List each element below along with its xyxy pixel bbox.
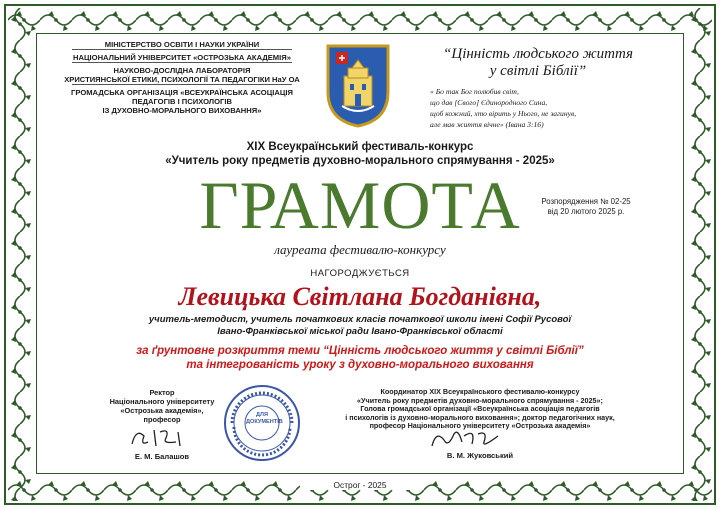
- issuer-divider: [72, 49, 292, 50]
- festival-title: [60, 140, 660, 168]
- quote-line1: « Бо так Бог полюбив світ,: [430, 87, 519, 96]
- stamp-center-text: ДЛЯ ДОКУМЕНТІВ: [246, 412, 283, 425]
- issuer-ministry: МІНІСТЕРСТВО ОСВІТИ І НАУКИ УКРАЇНИ: [104, 40, 260, 49]
- signatory-left-line3: «Острозька академія»,: [120, 406, 204, 415]
- festival-line2: «Учитель року предметів духовно-морального спрямування - 2025»: [165, 155, 555, 167]
- signatory-right-line1: Координатор XIX Всеукраїнського фестивалю-конкурсу: [380, 387, 580, 396]
- issuer-divider: [72, 84, 292, 85]
- merit-line2: та інтегрованість уроку з духовно-морального виховання: [186, 359, 534, 371]
- signatory-right: [340, 388, 620, 431]
- signatory-right-line3: Голова громадської організації «Всеукраїнська асоціація педагогів: [360, 404, 600, 414]
- signatory-right-line2: «Учитель року предметів духовно-морального спрямування - 2025»;: [357, 395, 603, 405]
- issuer-divider: [72, 62, 292, 63]
- issuer-ngo-line3: ІЗ ДУХОВНО-МОРАЛЬНОГО ВИХОВАННЯ»: [102, 106, 262, 115]
- festival-line1: XIX Всеукраїнський фестиваль-конкурс: [246, 141, 474, 153]
- decree-line1: Розпорядження № 02-25: [541, 197, 631, 206]
- decree-line2: від 20 лютого 2025 р.: [547, 207, 625, 216]
- issuer-block: [52, 40, 312, 115]
- decree-reference: [526, 197, 646, 217]
- document-subtitle: лауреата фестивалю-конкурсу: [274, 242, 446, 257]
- issuer-ngo-line2: ПЕДАГОГІВ І ПСИХОЛОГІВ: [132, 97, 232, 106]
- issuer-university: НАЦІОНАЛЬНИЙ УНІВЕРСИТЕТ «ОСТРОЗЬКА АКАДЕМІЯ»: [73, 53, 291, 62]
- coat-of-arms-emblem: [322, 42, 394, 128]
- motto: [418, 46, 658, 80]
- issuer-lab-line1: НАУКОВО-ДОСЛІДНА ЛАБОРАТОРІЯ: [113, 66, 251, 75]
- motto-line2: у світлі Біблії”: [489, 63, 587, 79]
- issuer-lab-line2: ХРИСТИЯНСЬКОЇ ЕТИКИ, ПСИХОЛОГІЇ ТА ПЕДАГОГІКИ НаУ ОА: [64, 75, 300, 84]
- recipient-name: Левицька Світлана Богданівна,: [178, 282, 542, 311]
- issuer-ngo-line1: ГРОМАДСЬКА ОРГАНІЗАЦІЯ «ВСЕУКРАЇНСЬКА АСОЦІАЦІЯ: [71, 88, 293, 97]
- signatory-right-line5: професор Національного університету «Острозька академія»: [369, 421, 591, 431]
- bible-quote: [430, 86, 650, 130]
- motto-line1: “Цінність людського життя: [443, 46, 633, 62]
- place-date: Острог - 2025: [300, 480, 420, 490]
- signatory-left-name: Е. М. Балашов: [134, 452, 190, 461]
- position-line2: Івано-Франківської міської ради Івано-Франківської області: [217, 326, 503, 337]
- ornament-border-left: [8, 8, 32, 501]
- awarded-label: НАГОРОДЖУЄТЬСЯ: [310, 268, 410, 279]
- merit-statement: [80, 344, 640, 372]
- signature-right: [428, 426, 508, 452]
- signatory-right-name: В. М. Жуковський: [446, 451, 514, 460]
- signatory-left-line4: професор: [143, 415, 181, 424]
- signatory-left-line1: Ректор: [149, 388, 175, 397]
- signatory-right-line4: і психологів із духовно-морального виховання»; доктор педагогічних наук,: [345, 412, 615, 422]
- ornament-border-top: [8, 8, 712, 32]
- quote-line2: що дав [Свого] Єдинородного Сина,: [430, 98, 548, 107]
- signature-left: [126, 426, 196, 450]
- signatory-left-line2: Національного університету: [109, 397, 215, 406]
- quote-line3: щоб кожний, хто вірить у Нього, не загинув,: [430, 109, 577, 118]
- signatory-left: [92, 388, 232, 424]
- document-title: ГРАМОТА: [199, 167, 521, 243]
- position-line1: учитель-методист, учитель початкових класів початкової школи імені Софії Русової: [148, 314, 572, 325]
- quote-line4: але мав життя вічне» (Івана 3:16): [430, 120, 544, 129]
- ornament-border-right: [688, 8, 712, 501]
- merit-line1: за ґрунтовне розкриття теми “Цінність людського життя у світлі Біблії”: [136, 345, 584, 357]
- recipient-position: [80, 314, 640, 338]
